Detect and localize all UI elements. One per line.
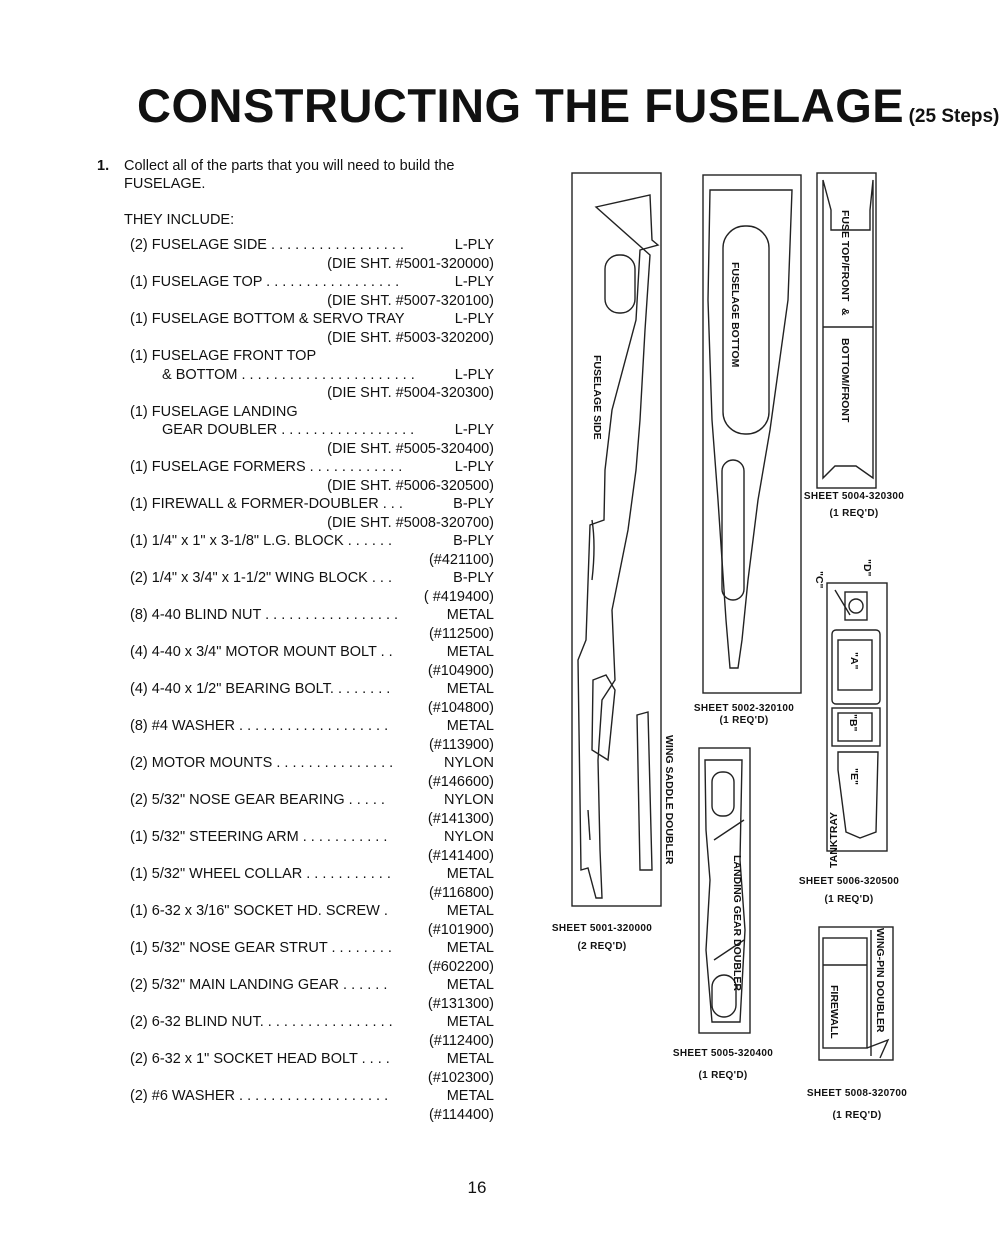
part-item: (4) 4-40 x 3/4" MOTOR MOUNT BOLT . . bbox=[130, 644, 393, 660]
former-e-label: "E" bbox=[848, 768, 860, 785]
part-reference: (#602200) bbox=[427, 958, 494, 975]
part-reference: (#146600) bbox=[427, 773, 494, 790]
part-reference: (DIE SHT. #5006-320500) bbox=[327, 477, 494, 494]
part-reference: (DIE SHT. #5008-320700) bbox=[327, 514, 494, 531]
sheet-5004-label2: BOTTOM/FRONT bbox=[839, 338, 851, 423]
part-material: NYLON bbox=[444, 755, 494, 771]
sheet-5002-label: FUSELAGE BOTTOM bbox=[729, 262, 741, 368]
title-main: CONSTRUCTING THE FUSELAGE bbox=[137, 79, 905, 132]
part-reference: (#113900) bbox=[428, 736, 494, 753]
sheet-5008-req: (1 REQ'D) bbox=[832, 1110, 882, 1121]
part-item: (4) 4-40 x 1/2" BEARING BOLT. . . . . . . . bbox=[130, 681, 391, 697]
sheet-5006-caption: SHEET 5006-320500 bbox=[798, 876, 900, 887]
part-material: L-PLY bbox=[454, 459, 494, 475]
part-item-continued: GEAR DOUBLER . . . . . . . . . . . . . . . . . bbox=[162, 422, 415, 438]
part-reference: (#104800) bbox=[427, 699, 494, 716]
sheet-5004-caption: SHEET 5004-320300 bbox=[803, 491, 905, 502]
part-material: METAL bbox=[446, 903, 494, 919]
part-item: (2) MOTOR MOUNTS . . . . . . . . . . . . . . . bbox=[130, 755, 394, 771]
part-material: METAL bbox=[446, 644, 494, 660]
sheet-5005-req: (1 REQ'D) bbox=[698, 1070, 748, 1081]
part-reference: (DIE SHT. #5004-320300) bbox=[327, 385, 494, 401]
part-item: (8) #4 WASHER . . . . . . . . . . . . . . . . . . . bbox=[130, 718, 389, 734]
part-item: (1) FUSELAGE BOTTOM & SERVO TRAY bbox=[130, 311, 405, 327]
sheet-5001-label2: WING SADDLE DOUBLER bbox=[663, 735, 675, 865]
sheet-5006-req: (1 REQ'D) bbox=[824, 894, 874, 905]
sheet-5001-drawing bbox=[572, 173, 661, 906]
part-item: (1) FUSELAGE FRONT TOP bbox=[130, 348, 317, 364]
part-material: METAL bbox=[446, 718, 494, 734]
part-reference: (#104900) bbox=[427, 662, 494, 679]
sheet-5004-req: (1 REQ'D) bbox=[829, 508, 879, 519]
former-c-label: "C" bbox=[813, 571, 825, 589]
part-item: (1) FUSELAGE LANDING bbox=[130, 403, 298, 420]
sheet-5001-label: FUSELAGE SIDE bbox=[591, 355, 603, 440]
part-material: L-PLY bbox=[454, 422, 494, 438]
part-reference: (#112500) bbox=[428, 625, 494, 642]
part-reference: (DIE SHT. #5007-320100) bbox=[327, 292, 494, 309]
part-item: (1) FIREWALL & FORMER-DOUBLER . . . bbox=[130, 496, 403, 512]
part-reference: (#421100) bbox=[428, 551, 494, 568]
part-item: (2) 6-32 x 1" SOCKET HEAD BOLT . . . . bbox=[130, 1051, 390, 1067]
title-steps: (25 Steps) bbox=[908, 106, 999, 127]
sheet-5002-req: (1 REQ'D) bbox=[719, 715, 769, 726]
part-item: (2) FUSELAGE SIDE . . . . . . . . . . . . . . . . . bbox=[130, 237, 404, 253]
part-reference: (DIE SHT. #5003-320200) bbox=[327, 329, 494, 346]
sheet-5001-req: (2 REQ'D) bbox=[577, 941, 627, 952]
part-reference: (DIE SHT. #5005-320400) bbox=[327, 440, 494, 457]
part-item: (2) 1/4" x 3/4" x 1-1/2" WING BLOCK . . . bbox=[130, 570, 393, 586]
part-material: L-PLY bbox=[454, 366, 494, 383]
part-material: METAL bbox=[446, 940, 494, 956]
part-material: METAL bbox=[446, 1051, 494, 1067]
part-material: NYLON bbox=[444, 792, 494, 808]
step-number: 1. bbox=[97, 158, 110, 174]
sheet-5002-drawing bbox=[703, 175, 801, 693]
part-material: NYLON bbox=[444, 829, 494, 845]
part-item: (1) 5/32" WHEEL COLLAR . . . . . . . . . . . bbox=[130, 866, 391, 882]
part-material: METAL bbox=[446, 607, 494, 623]
part-item: (8) 4-40 BLIND NUT . . . . . . . . . . . . . . . . . bbox=[130, 607, 399, 623]
sheet-5008-caption: SHEET 5008-320700 bbox=[806, 1088, 908, 1099]
former-d-label: "D" bbox=[861, 559, 873, 577]
sheet-5001-caption: SHEET 5001-320000 bbox=[551, 923, 653, 934]
page-number: 16 bbox=[467, 1178, 487, 1197]
part-reference: (#116800) bbox=[428, 884, 494, 901]
part-reference: (#141300) bbox=[427, 810, 494, 827]
former-b-label: "B" bbox=[847, 714, 859, 732]
sheet-5005-label: LANDING GEAR DOUBLER bbox=[731, 855, 743, 991]
part-item: (2) 6-32 BLIND NUT. . . . . . . . . . . . . . . . . bbox=[130, 1014, 393, 1030]
part-material: L-PLY bbox=[454, 274, 494, 290]
part-item-continued: & BOTTOM . . . . . . . . . . . . . . . . . . . . . . bbox=[162, 366, 415, 383]
part-reference: (#141400) bbox=[427, 847, 494, 864]
part-material: L-PLY bbox=[454, 311, 494, 327]
sheet-5008-label1: WING-PIN DOUBLER bbox=[874, 928, 886, 1033]
sheet-5004-label1: FUSE TOP/FRONT bbox=[839, 210, 851, 302]
tanktray-label: TANKTRAY bbox=[828, 811, 840, 868]
part-reference: ( #419400) bbox=[423, 588, 494, 605]
sheet-5008-label2: FIREWALL bbox=[828, 985, 840, 1039]
part-reference: (#131300) bbox=[427, 995, 494, 1012]
part-item: (1) 5/32" STEERING ARM . . . . . . . . . . . bbox=[130, 829, 388, 845]
part-reference: (#101900) bbox=[427, 921, 494, 938]
part-material: METAL bbox=[446, 1088, 494, 1104]
part-item: (2) 5/32" NOSE GEAR BEARING . . . . . bbox=[130, 792, 385, 808]
part-reference: (#112400) bbox=[428, 1032, 494, 1049]
sheet-5004-amp: & bbox=[839, 308, 851, 316]
part-material: L-PLY bbox=[454, 237, 494, 253]
part-reference: (#114400) bbox=[428, 1106, 494, 1123]
part-material: B-PLY bbox=[453, 570, 494, 586]
part-item: (1) 6-32 x 3/16" SOCKET HD. SCREW . bbox=[130, 903, 388, 919]
part-item: (1) FUSELAGE FORMERS . . . . . . . . . . . . bbox=[130, 459, 403, 475]
they-include-label: THEY INCLUDE: bbox=[124, 212, 235, 228]
part-reference: (DIE SHT. #5001-320000) bbox=[327, 255, 494, 272]
sheet-5002-caption: SHEET 5002-320100 bbox=[693, 703, 795, 714]
part-material: METAL bbox=[446, 977, 494, 993]
part-material: B-PLY bbox=[453, 533, 494, 549]
part-material: METAL bbox=[446, 681, 494, 697]
part-material: B-PLY bbox=[453, 496, 494, 512]
step-intro: Collect all of the parts that you will need to build the FUSELAGE. bbox=[124, 158, 455, 192]
part-item: (2) #6 WASHER . . . . . . . . . . . . . . . . . . . bbox=[130, 1088, 389, 1104]
part-material: METAL bbox=[446, 866, 494, 882]
part-item: (1) 5/32" NOSE GEAR STRUT . . . . . . . . bbox=[130, 940, 392, 956]
part-material: METAL bbox=[446, 1014, 494, 1030]
part-item: (2) 5/32" MAIN LANDING GEAR . . . . . . bbox=[130, 977, 388, 993]
part-item: (1) FUSELAGE TOP . . . . . . . . . . . . . . . . . bbox=[130, 274, 400, 290]
sheet-5005-caption: SHEET 5005-320400 bbox=[672, 1048, 774, 1059]
part-reference: (#102300) bbox=[427, 1069, 494, 1086]
part-item: (1) 1/4" x 1" x 3-1/8" L.G. BLOCK . . . . . . bbox=[130, 533, 393, 549]
former-a-label: "A" bbox=[848, 652, 860, 670]
